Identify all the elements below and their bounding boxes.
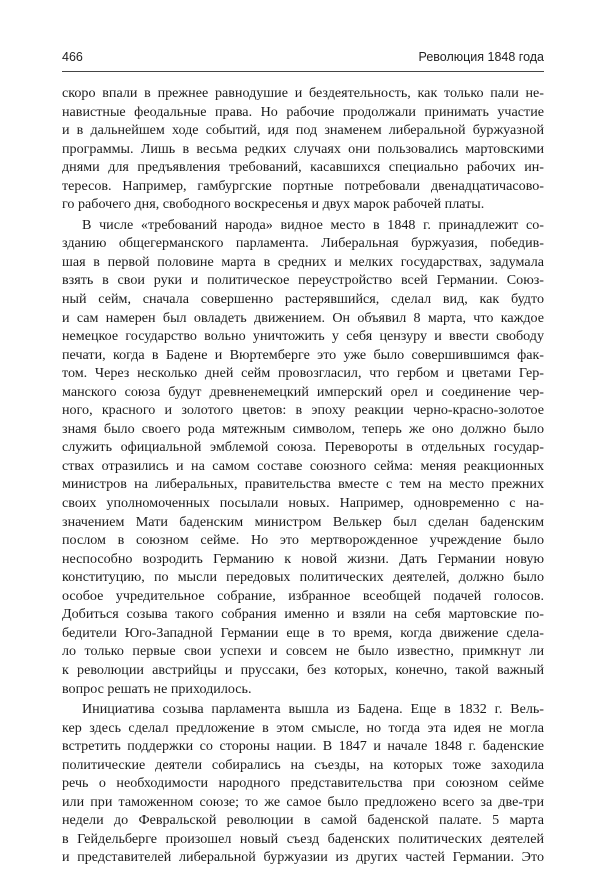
body-text: [62, 84, 544, 867]
page-number: 466: [62, 50, 83, 64]
paragraph: [62, 84, 544, 214]
text-line: том. Через несколько дней сейм провозгласил, что гербом и цветами Гер-: [62, 365, 544, 382]
text-line: ный сейм, сначала совершенно растерявшийся, сделал вид, как будто: [62, 291, 544, 308]
text-line: навистные феодальные права. Но рабочие продолжали принимать участие: [62, 103, 544, 120]
running-header: [62, 50, 544, 66]
text-line: и в дальнейшем ходе событий, идя под знаменем либеральной буржуазной: [62, 122, 544, 139]
text-line: своих уполномоченных посылали новых. Например, одновременно с на-: [62, 495, 544, 512]
text-line: манского союза будут древненемецкий имперский орел и соединение чер-: [62, 383, 544, 400]
chapter-title: Революция 1848 года: [418, 50, 544, 64]
header-rule: [62, 71, 544, 72]
text-line: ного, красного и золотого цветов: в эпоху реакции черно-красно-золотое: [62, 402, 544, 419]
text-line: в Гейдельберге произошел новый съезд баденских политических деятелей: [62, 830, 544, 847]
text-line: ло только первые свои успехи и совсем не было известно, примкнут ли: [62, 643, 544, 660]
text-line: го рабочего дня, свободного воскресенья и двух марок рабочей платы.: [62, 196, 485, 213]
text-line: печати, когда в Бадене и Вюртемберге это уже было совершившимся фак-: [62, 346, 544, 363]
text-line: Инициатива созыва парламента вышла из Бадена. Еще в 1832 г. Вель-: [82, 701, 544, 718]
text-line: и сам намерен был овладеть движением. Он объявил 8 марта, что каждое: [62, 309, 544, 326]
text-line: тересов. Например, гамбургские портные потребовали двенадцатичасово-: [62, 177, 544, 194]
text-line: программы. Лишь в весьма редких случаях они пользовались мартовскими: [62, 140, 544, 157]
text-line: ствах отразились и на самом составе союзного сейма: меняя реакционных: [62, 457, 544, 474]
paragraph: [62, 700, 544, 867]
text-line: служить официальной эмблемой союза. Перевороты в отдельных государ-: [62, 439, 544, 456]
text-line: Добиться созыва такого собрания именно и взяли на себя мартовские по-: [62, 606, 544, 623]
text-line: значением Мати баденским министром Велькер был сделан баденским: [62, 513, 544, 530]
text-line: вопрос решать не приходилось.: [62, 680, 252, 697]
text-line: кер здесь сделал предложение в этом смысле, но тогда эта идея не могла: [62, 719, 544, 736]
text-line: послом в союзном сейме. Но это мертворожденное учреждение было: [62, 532, 544, 549]
text-line: недели до Февральской революции в самой баденской палате. 5 марта: [62, 812, 544, 829]
text-line: особое учредительное собрание, избранное всеобщей подачей голосов.: [62, 587, 544, 604]
text-line: зданию общегерманского парламента. Либеральная буржуазия, победив-: [62, 235, 544, 252]
text-line: взять в свои руки и политическое переустройство всей Германии. Союз-: [62, 272, 544, 289]
text-line: речь о необходимости народного представительства при союзном сейме: [62, 775, 544, 792]
text-line: знамя было своего рода мятежным символом, теперь же оно должно было: [62, 420, 544, 437]
book-page: [62, 50, 544, 867]
text-line: немецкое государство вольно уничтожить у себя цензуру и ввести свободу: [62, 328, 544, 345]
text-line: и представителей либеральной буржуазии из других частей Германии. Это: [62, 849, 544, 866]
text-line: политические деятели собирались на съезды, на которых тоже заходила: [62, 756, 544, 773]
text-line: встретить поддержки со стороны нации. В 1847 и начале 1848 г. баденские: [62, 738, 544, 755]
text-line: конституцию, по мысли передовых политических деятелей, должно было: [62, 569, 544, 586]
text-line: министров на либеральных, правительства вместе с тем на место прежних: [62, 476, 544, 493]
text-line: к революции австрийцы и пруссаки, без которых, конечно, такой важный: [62, 661, 544, 678]
paragraph: [62, 216, 544, 698]
text-line: В числе «требований народа» видное место в 1848 г. принадлежит со-: [82, 216, 544, 233]
text-line: скоро впали в прежнее равнодушие и бездеятельность, как только пали не-: [62, 85, 544, 101]
text-line: бедители Юго-Западной Германии еще в то время, когда движение сдела-: [62, 624, 544, 641]
text-line: шая в первой половине марта в средних и мелких государствах, задумала: [62, 253, 544, 270]
text-line: неспособно возродить Германию к новой жизни. Дать Германии новую: [62, 550, 544, 567]
text-line: или при таможенном союзе; то же самое было предложено всего за две-три: [62, 793, 544, 810]
text-line: днями для предъявления требований, касавшихся специально рабочих ин-: [62, 159, 544, 176]
